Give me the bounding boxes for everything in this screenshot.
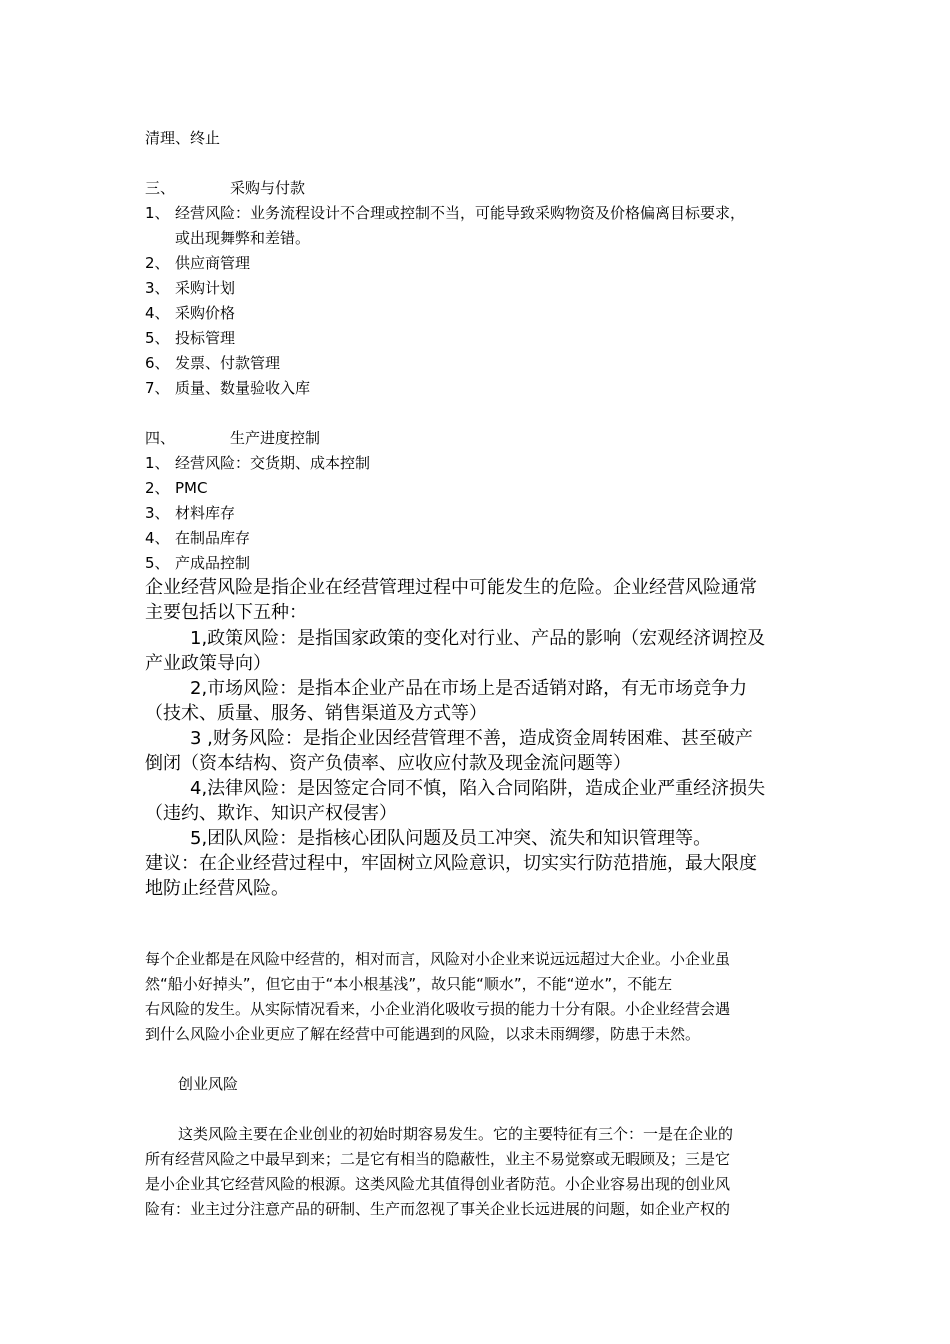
section-4-number: 四、 [145,429,176,447]
market-risk-line: （技术、质量、服务、销售渠道及方式等） [145,703,487,724]
market-risk-line: 2,市场风险：是指本企业产品在市场上是否适销对路，有无市场竞争力 [190,678,748,699]
section-3-item-2 [145,252,250,273]
startup-risk-line: 是小企业其它经营风险的根源。这类风险尤其值得创业者防范。小企业容易出现的创业风 [145,1175,731,1193]
startup-risk-line: 险有：业主过分注意产品的研制、生产而忽视了事关企业长远进展的问题，如企业产权的 [145,1200,731,1218]
section-3-item-1-continuation: 或出现舞弊和差错。 [175,229,311,247]
item-number: 1、 [145,454,170,472]
item-text: 质量、数量验收入库 [175,379,311,397]
small-biz-line: 到什么风险小企业更应了解在经营中可能遇到的风险，以求未雨绸缪，防患于未然。 [145,1025,701,1043]
item-text: 采购计划 [175,279,236,297]
section-3-item-6 [145,352,280,373]
startup-risk-line: 所有经营风险之中最早到来；二是它有相当的隐蔽性，业主不易觉察或无暇顾及；三是它 [145,1150,731,1168]
item-text: 投标管理 [175,329,236,347]
item-number: 3、 [145,279,170,297]
risk-paragraph-line: 企业经营风险是指企业在经营管理过程中可能发生的危险。企业经营风险通常 [145,577,757,598]
item-text: 在制品库存 [175,529,251,547]
risk-paragraph-line: 主要包括以下五种： [145,602,307,623]
item-text: 经营风险：业务流程设计不合理或控制不当，可能导致采购物资及价格偏离目标要求， [175,204,746,222]
item-number: 3、 [145,504,170,522]
section-4-item-5 [145,552,250,573]
item-text: 材料库存 [175,504,236,522]
finance-risk-line: 3 ,财务风险：是指企业因经营管理不善，造成资金周转困难、甚至破产 [190,728,753,749]
team-risk-line: 5,团队风险：是指核心团队问题及员工冲突、流失和知识管理等。 [190,828,712,849]
item-text: 供应商管理 [175,254,251,272]
section-4-title: 生产进度控制 [230,429,321,447]
item-text: PMC [175,479,208,497]
small-biz-line: 然“船小好掉头”，但它由于“本小根基浅”，故只能“顺水”，不能“逆水”，不能左 [145,975,673,993]
section-3-item-4 [145,302,235,323]
section-3-item-5 [145,327,235,348]
item-number: 6、 [145,354,170,372]
item-number: 2、 [145,479,170,497]
section-3-item-7 [145,377,310,398]
item-text: 产成品控制 [175,554,251,572]
item-text: 发票、付款管理 [175,354,281,372]
startup-risk-line: 这类风险主要在企业创业的初始时期容易发生。它的主要特征有三个：一是在企业的 [178,1125,734,1143]
item-number: 1、 [145,204,170,222]
legal-risk-line: （违约、欺诈、知识产权侵害） [145,803,397,824]
item-text: 经营风险：交货期、成本控制 [175,454,371,472]
item-number: 4、 [145,529,170,547]
section-3-number: 三、 [145,179,176,197]
small-biz-line: 右风险的发生。从实际情况看来，小企业消化吸收亏损的能力十分有限。小企业经营会遇 [145,1000,731,1018]
item-text: 采购价格 [175,304,236,322]
item-number: 5、 [145,554,170,572]
finance-risk-line: 倒闭（资本结构、资产负债率、应收应付款及现金流问题等） [145,753,631,774]
item-number: 2、 [145,254,170,272]
policy-risk-line: 产业政策导向） [145,653,271,674]
item-number: 7、 [145,379,170,397]
policy-risk-line: 1,政策风险：是指国家政策的变化对行业、产品的影响（宏观经济调控及 [190,628,766,649]
section-4-heading [145,427,320,448]
section-4-item-4 [145,527,250,548]
section-4-item-3 [145,502,235,523]
item-number: 4、 [145,304,170,322]
section-3-item-3 [145,277,235,298]
section-3-title: 采购与付款 [230,179,306,197]
suggestion-line: 建议：在企业经营过程中，牢固树立风险意识，切实实行防范措施，最大限度 [145,853,757,874]
section-4-item-1 [145,452,370,473]
intro-line: 清理、终止 [145,129,221,147]
legal-risk-line: 4,法律风险：是因签定合同不慎，陷入合同陷阱，造成企业严重经济损失 [190,778,766,799]
section-4-item-2 [145,477,207,498]
section-3-item-1 [145,202,745,223]
startup-risk-heading: 创业风险 [178,1075,239,1093]
section-3-heading [145,177,305,198]
suggestion-line: 地防止经营风险。 [145,878,289,899]
item-number: 5、 [145,329,170,347]
small-biz-line: 每个企业都是在风险中经营的，相对而言，风险对小企业来说远远超过大企业。小企业虽 [145,950,731,968]
